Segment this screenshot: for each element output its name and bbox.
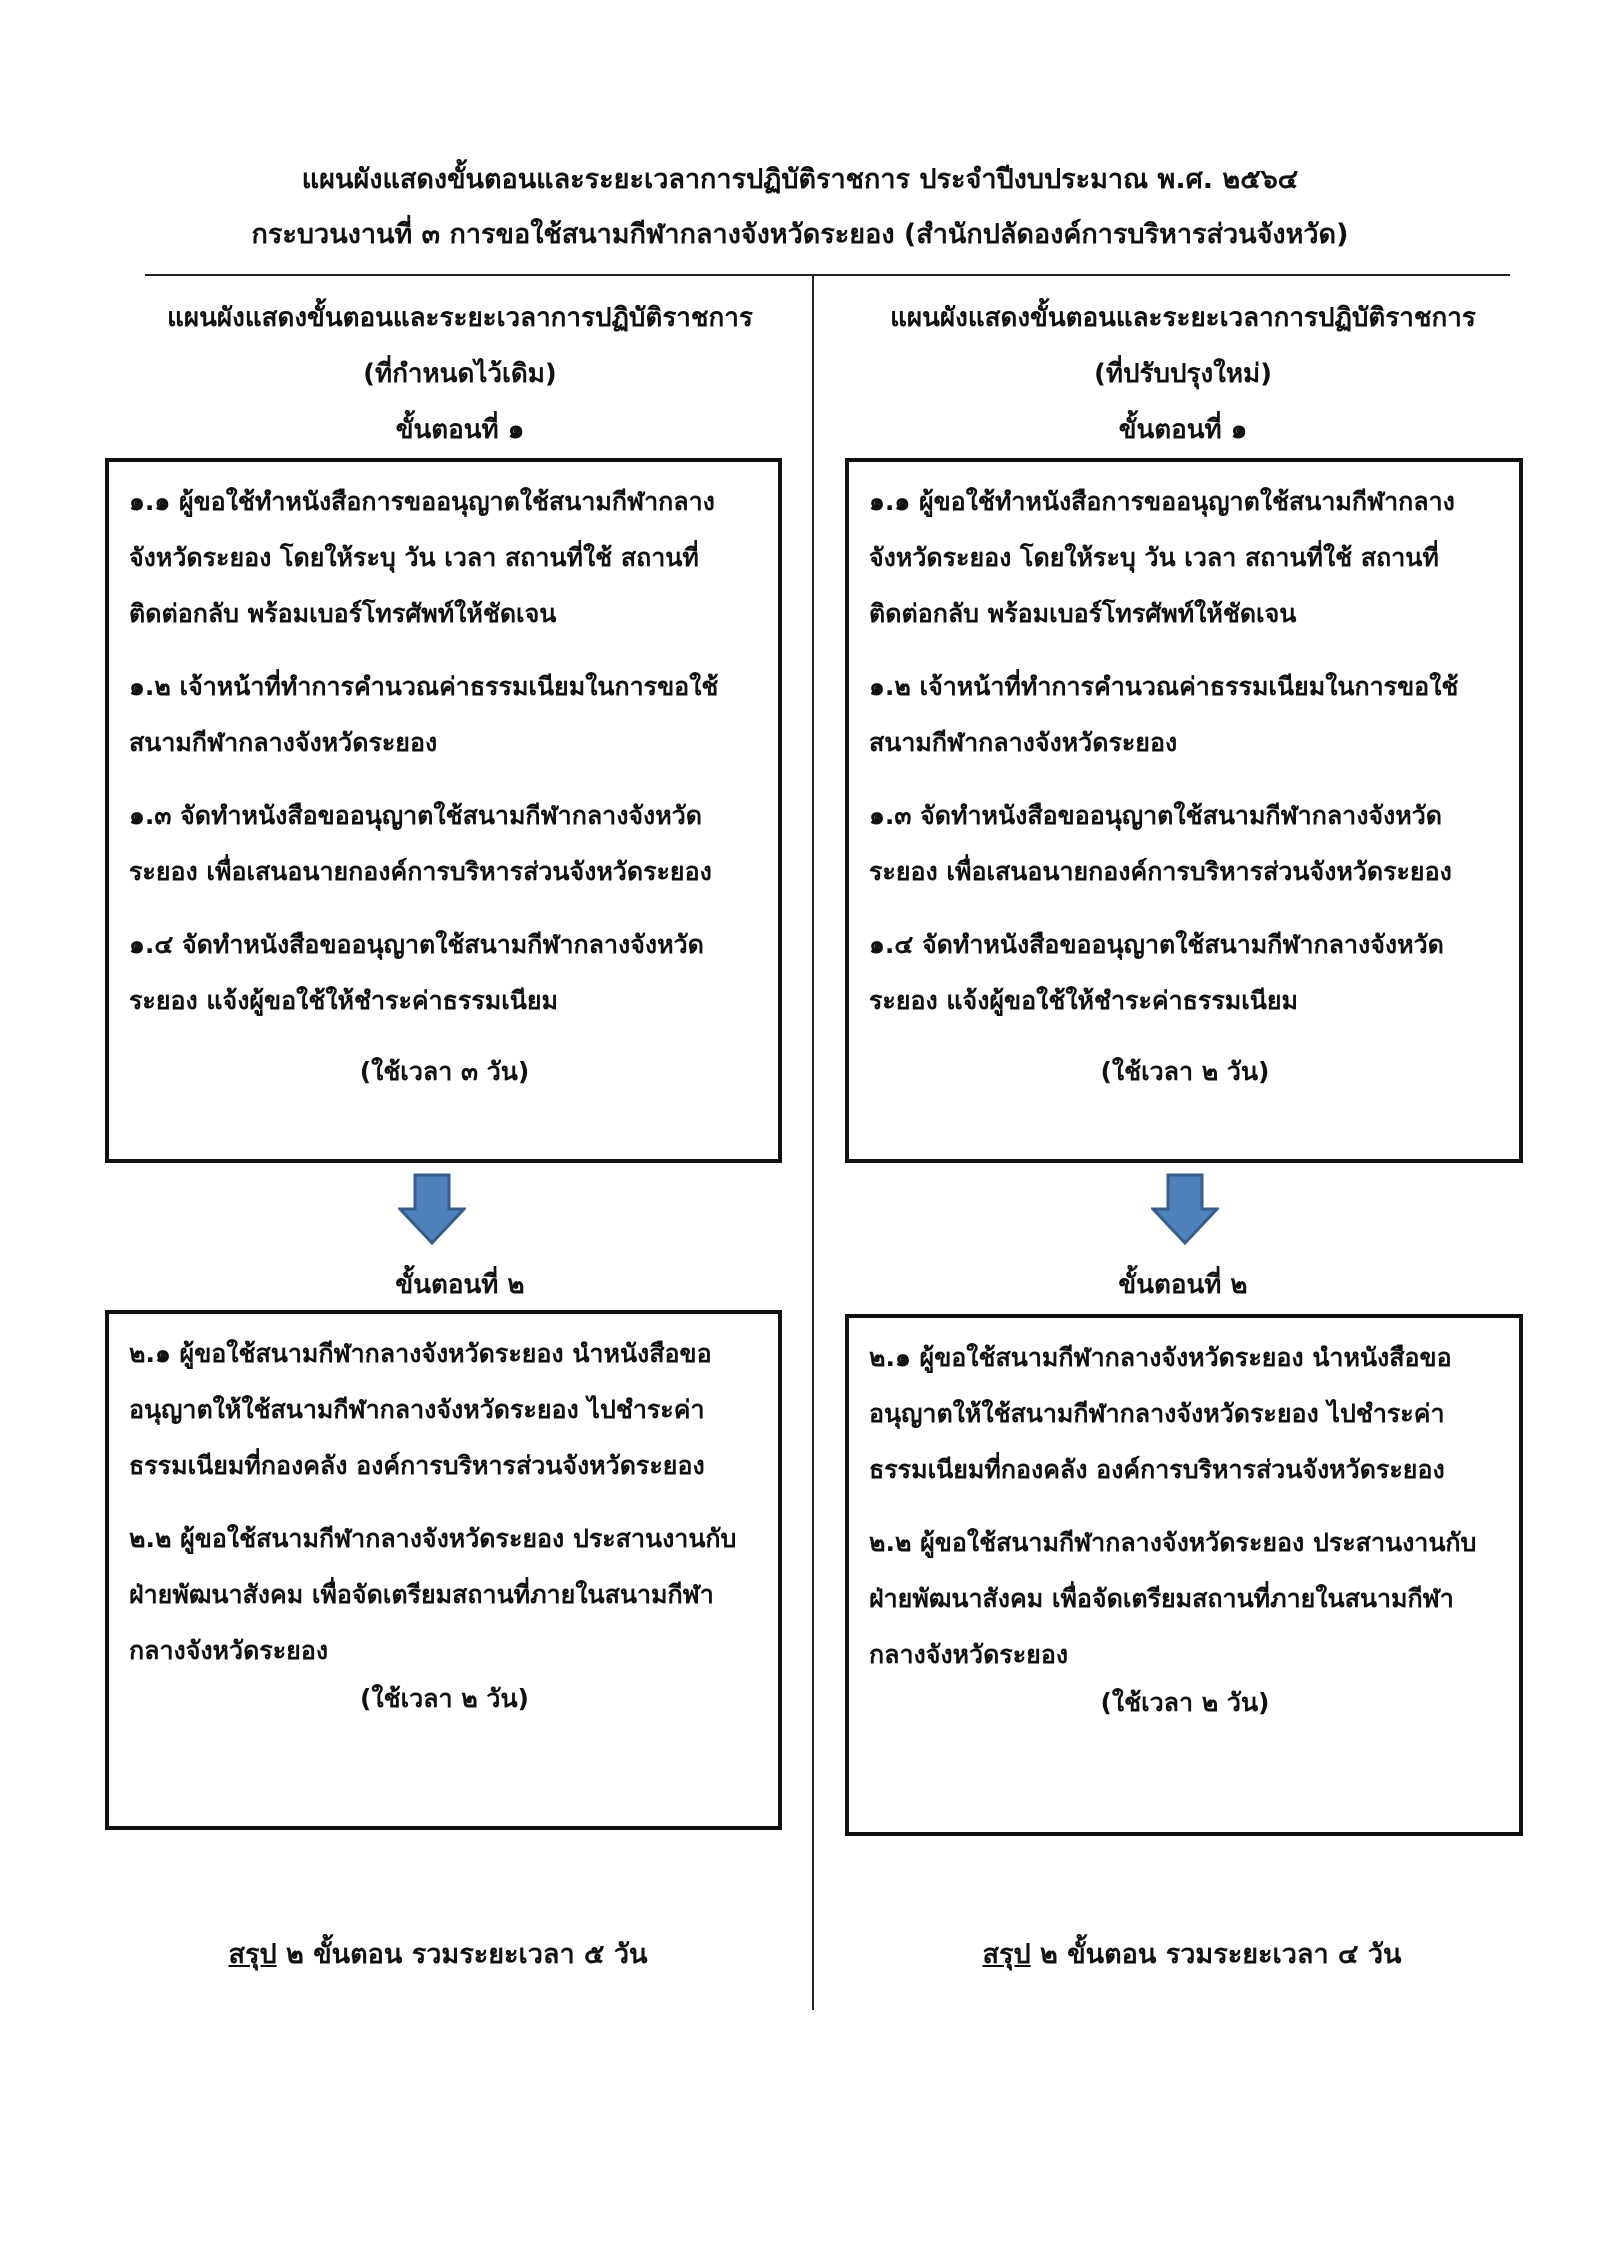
right-summary-label: สรุป (982, 1939, 1031, 1970)
right-column-heading (803, 290, 1563, 402)
document-title: แผนผังแสดงขั้นตอนและระยะเวลาการปฏิบัติราชการ ประจำปีงบประมาณ พ.ศ. ๒๕๖๔ (301, 164, 1299, 195)
right-summary-text: ๒ ขั้นตอน รวมระยะเวลา ๔ วัน (1030, 1939, 1402, 1970)
left-step2-time: (ใช้เวลา ๒ วัน) (360, 1684, 529, 1713)
left-step1-time: (ใช้เวลา ๓ วัน) (359, 1057, 530, 1086)
left-step2-label: ขั้นตอนที่ ๒ (395, 1270, 525, 1300)
right-step2-time: (ใช้เวลา ๒ วัน) (1100, 1688, 1270, 1717)
left-summary-label: สรุป (228, 1939, 277, 1970)
right-heading-title: แผนผังแสดงขั้นตอนและระยะเวลาการปฏิบัติราชการ (890, 303, 1476, 333)
right-step1-item: ๑.๑ ผู้ขอใช้ทำหนังสือการขออนุญาตใช้สนามกีฬากลางจังหวัดระยอง โดยให้ระบุ วัน เวลา สถานที่ใช้ สถานที่ติดต่อกลับ พร้อมเบอร์โทรศัพท์ให้ชัดเจน (869, 487, 1455, 628)
right-step1-item: ๑.๔ จัดทำหนังสือขออนุญาตใช้สนามกีฬากลางจังหวัดระยอง แจ้งผู้ขอใช้ให้ชำระค่าธรรมเนียม (869, 930, 1444, 1015)
left-step2-item: ๒.๒ ผู้ขอใช้สนามกีฬากลางจังหวัดระยอง ประสานงานกับฝ่ายพัฒนาสังคม เพื่อจัดเตรียมสถานที่ภายในสนามกีฬากลางจังหวัดระยอง (129, 1524, 737, 1665)
down-arrow-icon (398, 1173, 466, 1245)
left-step1-label: ขั้นตอนที่ ๑ (395, 415, 525, 445)
right-step1-item: ๑.๒ เจ้าหน้าที่ทำการคำนวณค่าธรรมเนียมในการขอใช้สนามกีฬากลางจังหวัดระยอง (869, 672, 1459, 757)
left-column-heading (80, 290, 840, 402)
left-step1-box (105, 458, 782, 1163)
right-step2-label: ขั้นตอนที่ ๒ (1118, 1270, 1248, 1300)
right-summary (812, 1935, 1572, 1975)
header-divider (145, 274, 1510, 276)
left-step1-item: ๑.๑ ผู้ขอใช้ทำหนังสือการขออนุญาตใช้สนามกีฬากลางจังหวัดระยอง โดยให้ระบุ วัน เวลา สถานที่ใช้ สถานที่ติดต่อกลับ พร้อมเบอร์โทรศัพท์ให้ชัดเจน (129, 487, 715, 628)
left-summary (58, 1935, 818, 1975)
right-step1-box (845, 458, 1523, 1163)
left-summary-text: ๒ ขั้นตอน รวมระยะเวลา ๕ วัน (276, 1939, 648, 1970)
right-heading-subtitle: (ที่ปรับปรุงใหม่) (1093, 359, 1272, 389)
left-step2-item: ๒.๑ ผู้ขอใช้สนามกีฬากลางจังหวัดระยอง นำหนังสือขออนุญาตให้ใช้สนามกีฬากลางจังหวัดระยอง ไปชำระค่าธรรมเนียมที่กองคลัง องค์การบริหารส่วนจังหวัดระยอง (129, 1339, 712, 1480)
right-step2-item: ๒.๑ ผู้ขอใช้สนามกีฬากลางจังหวัดระยอง นำหนังสือขออนุญาตให้ใช้สนามกีฬากลางจังหวัดระยอง ไปชำระค่าธรรมเนียมที่กองคลัง องค์การบริหารส่วนจังหวัดระยอง (869, 1343, 1452, 1484)
right-step2-item: ๒.๒ ผู้ขอใช้สนามกีฬากลางจังหวัดระยอง ประสานงานกับฝ่ายพัฒนาสังคม เพื่อจัดเตรียมสถานที่ภายในสนามกีฬากลางจังหวัดระยอง (869, 1528, 1477, 1669)
left-step1-item: ๑.๒ เจ้าหน้าที่ทำการคำนวณค่าธรรมเนียมในการขอใช้สนามกีฬากลางจังหวัดระยอง (129, 672, 719, 757)
column-divider (812, 274, 814, 2010)
right-step2-box (845, 1314, 1523, 1836)
right-step1-label: ขั้นตอนที่ ๑ (1118, 415, 1248, 445)
left-heading-title: แผนผังแสดงขั้นตอนและระยะเวลาการปฏิบัติราชการ (167, 303, 753, 333)
right-step1-item: ๑.๓ จัดทำหนังสือขออนุญาตใช้สนามกีฬากลางจังหวัดระยอง เพื่อเสนอนายกองค์การบริหารส่วนจังหวัดระยอง (869, 801, 1452, 886)
left-step1-item: ๑.๓ จัดทำหนังสือขออนุญาตใช้สนามกีฬากลางจังหวัดระยอง เพื่อเสนอนายกองค์การบริหารส่วนจังหวัดระยอง (129, 801, 712, 886)
document-subtitle: กระบวนงานที่ ๓ การขอใช้สนามกีฬากลางจังหวัดระยอง (สำนักปลัดองค์การบริหารส่วนจังหวัด) (251, 219, 1349, 250)
down-arrow-icon (1151, 1173, 1219, 1245)
left-step2-box (105, 1310, 782, 1830)
left-step1-item: ๑.๔ จัดทำหนังสือขออนุญาตใช้สนามกีฬากลางจังหวัดระยอง แจ้งผู้ขอใช้ให้ชำระค่าธรรมเนียม (129, 930, 704, 1015)
left-heading-subtitle: (ที่กำหนดไว้เดิม) (363, 359, 557, 389)
right-step1-time: (ใช้เวลา ๒ วัน) (1100, 1057, 1270, 1086)
